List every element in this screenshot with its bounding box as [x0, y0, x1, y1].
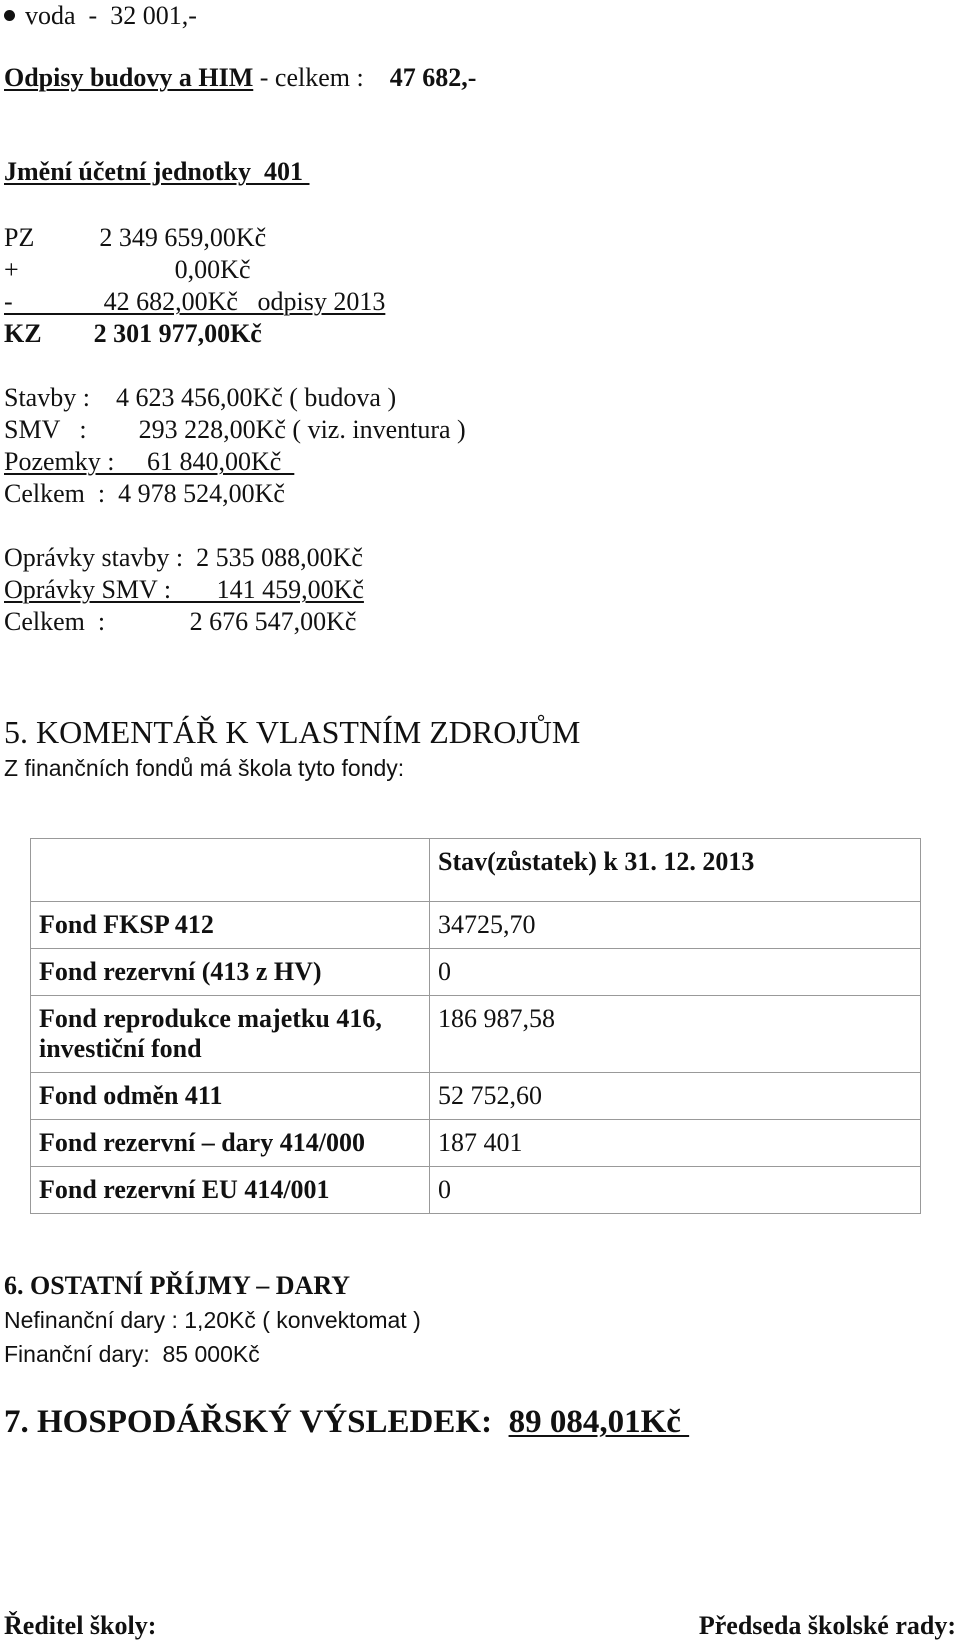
section6-nonfinancial: Nefinanční dary : 1,20Kč ( konvektomat ) — [4, 1307, 421, 1333]
equity-minus: - 42 682,00Kč odpisy 2013 — [4, 287, 386, 316]
section7-line — [4, 1406, 689, 1438]
fund-name: Fond rezervní (413 z HV) — [31, 949, 430, 996]
section5-title: 5. KOMENTÁŘ K VLASTNÍM ZDROJŮM — [4, 714, 581, 750]
table-row — [31, 1120, 921, 1167]
table-row — [31, 902, 921, 949]
fund-value: 187 401 — [430, 1120, 921, 1167]
fund-value: 0 — [430, 949, 921, 996]
fund-name: Fond FKSP 412 — [31, 902, 430, 949]
fund-value: 0 — [430, 1167, 921, 1214]
table-row — [31, 949, 921, 996]
equity-title: Jmění účetní jednotky 401 — [4, 157, 310, 186]
table-header-empty — [31, 839, 430, 902]
equity-pz: PZ 2 349 659,00Kč — [4, 223, 267, 252]
section7-label: 7. HOSPODÁŘSKÝ VÝSLEDEK: — [4, 1404, 509, 1440]
section7-value: 89 084,01Kč — [508, 1404, 690, 1440]
adjust-smv: Oprávky SMV : 141 459,00Kč — [4, 575, 364, 604]
fund-name: Fond rezervní – dary 414/000 — [31, 1120, 430, 1167]
assets-smv: SMV : 293 228,00Kč ( viz. inventura ) — [4, 415, 466, 444]
signature-director: Ředitel školy: — [4, 1611, 157, 1640]
adjust-buildings: Oprávky stavby : 2 535 088,00Kč — [4, 543, 363, 572]
depreciation-line — [4, 62, 476, 94]
depreciation-label: Odpisy budovy a HIM — [4, 63, 254, 92]
table-row — [31, 996, 921, 1073]
section5-subtitle: Z finančních fondů má škola tyto fondy: — [4, 755, 405, 781]
signature-chair: Předseda školské rady: — [698, 1611, 956, 1640]
fund-name: Fond reprodukce majetku 416, investiční fond — [31, 996, 430, 1073]
equity-plus: + 0,00Kč — [4, 255, 251, 284]
table-header-row — [31, 839, 921, 902]
table-header-status: Stav(zůstatek) k 31. 12. 2013 — [430, 839, 921, 902]
table-row — [31, 1167, 921, 1214]
adjust-total: Celkem : 2 676 547,00Kč — [4, 607, 357, 636]
depreciation-value: 47 682,- — [389, 63, 477, 92]
table-row — [31, 1073, 921, 1120]
bullet-icon — [4, 10, 15, 21]
section6-financial: Finanční dary: 85 000Kč — [4, 1341, 260, 1367]
fund-name: Fond rezervní EU 414/001 — [31, 1167, 430, 1214]
fund-value: 186 987,58 — [430, 996, 921, 1073]
fund-value: 34725,70 — [430, 902, 921, 949]
assets-land: Pozemky : 61 840,00Kč — [4, 447, 295, 476]
depreciation-rest: - celkem : — [253, 63, 390, 92]
fund-value: 52 752,60 — [430, 1073, 921, 1120]
assets-buildings: Stavby : 4 623 456,00Kč ( budova ) — [4, 383, 397, 412]
assets-total: Celkem : 4 978 524,00Kč — [4, 479, 285, 508]
funds-table — [30, 838, 921, 1214]
water-line — [4, 0, 197, 32]
fund-name: Fond odměn 411 — [31, 1073, 430, 1120]
section6-title: 6. OSTATNÍ PŘÍJMY – DARY — [4, 1271, 350, 1300]
water-text: voda - 32 001,- — [25, 1, 197, 30]
equity-kz: KZ 2 301 977,00Kč — [4, 319, 262, 348]
